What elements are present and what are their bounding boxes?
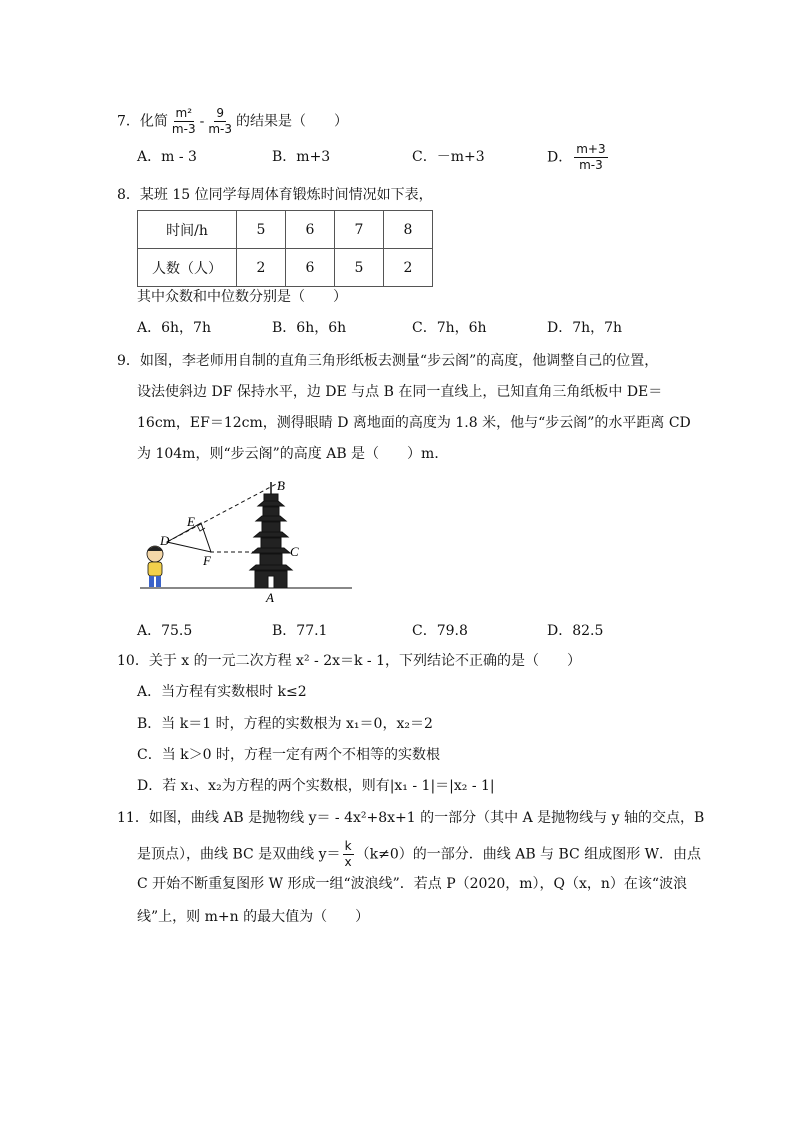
q9-figure — [135, 470, 355, 610]
table-cell: 6 — [286, 211, 335, 249]
q7-option-b: B．m+3 — [272, 149, 331, 165]
q11-line-2-post: （k≠0）的一部分．曲线 AB 与 BC 组成图形 W．由点 — [355, 846, 702, 863]
q7-minus: - — [199, 113, 205, 130]
table-cell: 人数（人） — [138, 249, 237, 287]
q7-option-c: C．－m+3 — [412, 149, 485, 165]
q7-option-d — [547, 142, 610, 173]
table-row — [138, 249, 433, 287]
q10-option-b: B．当 k＝1 时，方程的实数根为 x₁＝0，x₂＝2 — [137, 716, 433, 732]
q7-stem — [117, 106, 348, 137]
q7-suffix: 的结果是（ ） — [235, 113, 348, 130]
table-cell: 8 — [384, 211, 433, 249]
q7-fraction-2 — [206, 106, 234, 137]
label-c: C — [290, 544, 299, 559]
q11-line-1: 11．如图，曲线 AB 是抛物线 y＝ - 4x²+8x+1 的一部分（其中 A 是抛物线与 y 轴的交点，B — [117, 810, 705, 826]
q7-fraction-1 — [170, 106, 198, 137]
q8-option-a: A．6h，7h — [137, 320, 211, 336]
q10-option-d: D．若 x₁、x₂为方程的两个实数根，则有|x₁ - 1|＝|x₂ - 1| — [137, 778, 495, 794]
q7-f2-num: 9 — [216, 106, 224, 120]
q9-line-1: 9．如图，李老师用自制的直角三角形纸板去测量“步云阁”的高度，他调整自己的位置， — [117, 353, 659, 369]
label-e: E — [187, 514, 195, 529]
q7-f2-den: m-3 — [208, 122, 232, 136]
q7-f1-num: m² — [175, 106, 192, 120]
q11-frac-den: x — [344, 855, 352, 869]
q11-line-3: C 开始不断重复图形 W 形成一组“波浪线”．若点 P（2020，m），Q（x，n）在该“波浪 — [137, 876, 688, 892]
q9-option-b: B．77.1 — [272, 623, 328, 639]
pagoda-icon — [250, 482, 292, 588]
q11-line-2-pre: 是顶点），曲线 BC 是双曲线 y＝ — [137, 846, 341, 863]
table-cell: 时间/h — [138, 211, 237, 249]
table-row — [138, 211, 433, 249]
table-cell: 5 — [237, 211, 286, 249]
q11-fraction — [343, 839, 354, 870]
q9-option-d: D．82.5 — [547, 623, 604, 639]
q10-stem: 10．关于 x 的一元二次方程 x² - 2x＝k - 1，下列结论不正确的是（ ） — [117, 653, 582, 669]
q11-line-2 — [137, 839, 701, 870]
q7-d-num: m+3 — [576, 142, 606, 156]
q11-frac-num: k — [344, 839, 352, 853]
q9-line-3: 16cm，EF＝12cm，测得眼睛 D 离地面的高度为 1.8 米，他与“步云阁”的水平距离 CD — [137, 415, 691, 431]
label-d: D — [160, 533, 170, 548]
q9-line-2: 设法使斜边 DF 保持水平，边 DE 与点 B 在同一直线上，已知直角三角纸板中 DE＝ — [137, 384, 663, 400]
q7-option-d-fraction — [574, 142, 607, 173]
q7-f1-den: m-3 — [171, 122, 196, 136]
q8-question: 其中众数和中位数分别是（ ） — [137, 289, 347, 305]
q7-option-a: A．m - 3 — [137, 149, 197, 165]
label-a: A — [266, 590, 274, 605]
q7-prefix: 7．化简 — [117, 113, 168, 130]
q8-stem: 8．某班 15 位同学每周体育锻炼时间情况如下表， — [117, 187, 433, 203]
label-f: F — [203, 553, 211, 568]
q8-option-c: C．7h，6h — [412, 320, 487, 336]
label-b: B — [277, 478, 285, 493]
q9-line-4: 为 104m，则“步云阁”的高度 AB 是（ ）m． — [137, 446, 449, 462]
table-cell: 5 — [335, 249, 384, 287]
q9-option-a: A．75.5 — [137, 623, 193, 639]
q7-option-d-label: D． — [547, 149, 573, 166]
q7-d-den: m-3 — [579, 158, 603, 172]
q8-table — [137, 210, 433, 287]
q10-option-c: C．当 k＞0 时，方程一定有两个不相等的实数根 — [137, 747, 441, 763]
table-cell: 7 — [335, 211, 384, 249]
q9-option-c: C．79.8 — [412, 623, 468, 639]
table-cell: 2 — [237, 249, 286, 287]
q8-option-b: B．6h，6h — [272, 320, 347, 336]
q8-option-d: D．7h，7h — [547, 320, 623, 336]
table-cell: 6 — [286, 249, 335, 287]
table-cell: 2 — [384, 249, 433, 287]
q10-option-a: A．当方程有实数根时 k≤2 — [137, 684, 307, 700]
q11-line-4: 线”上，则 m+n 的最大值为（ ） — [137, 909, 370, 925]
teacher-figure-icon — [147, 546, 163, 587]
